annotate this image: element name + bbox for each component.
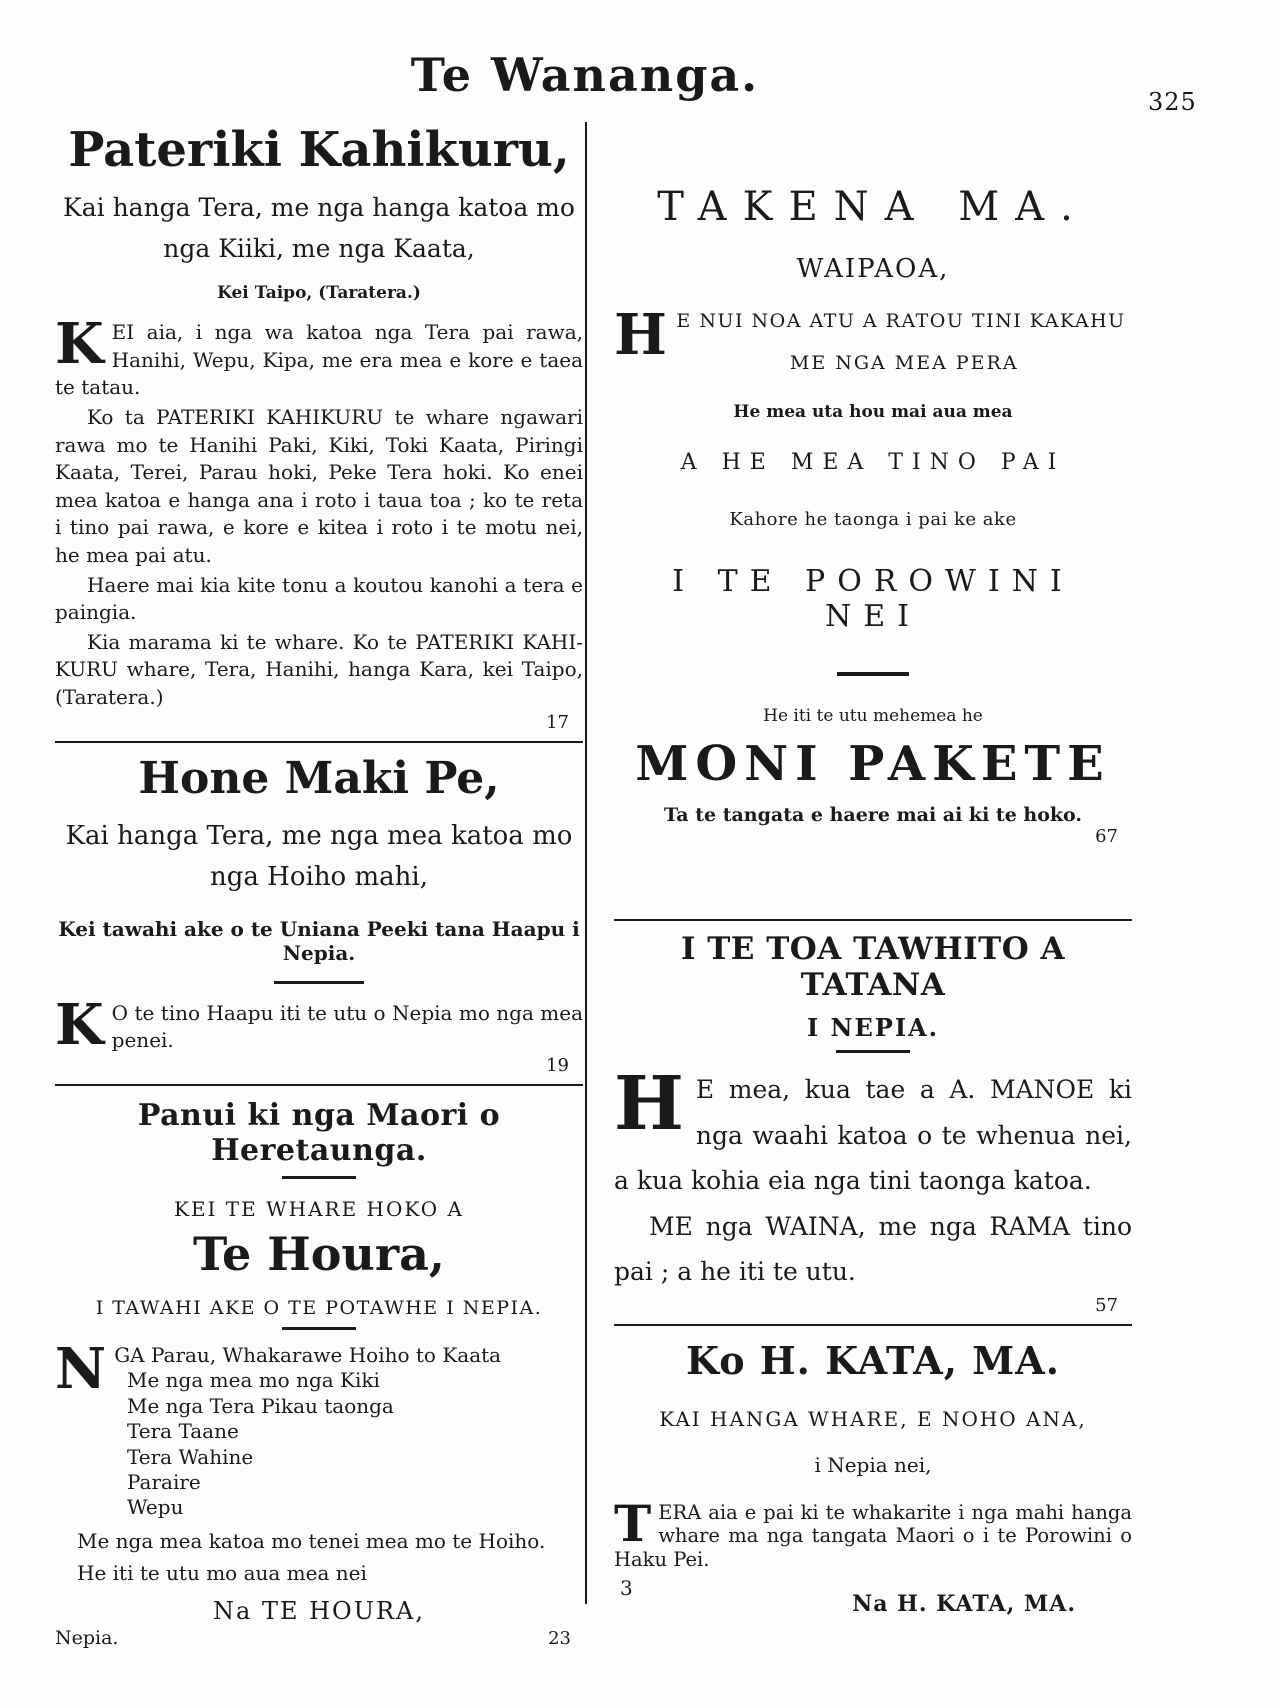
ad-line: A HE MEA TINO PAI [680,450,1066,475]
dropcap-letter: H [614,1061,684,1147]
ad-subtitle: WAIPAOA, [796,254,950,284]
ad-paragraph [614,1493,1132,1572]
ad-line: I TAWAHI AKE O TE POTAWHE I NEPIA. [95,1296,543,1319]
ad-takena-ma [614,184,1132,847]
paragraph-text: ERA aia e pai ki te whakarite i nga mahi hanga whare ma nga tangata Maori o i te Porowini o Haku Pei. [614,1500,1132,1572]
ad-signature: Na TE HOURA, [213,1596,425,1625]
right-column [614,170,1132,1617]
paragraph-text: E NUI NOA ATU A RATOU TINI KAKAHU [676,310,1126,332]
dropcap-letter: N [55,1335,107,1402]
ad-line: I TE POROWINI NEI [672,564,1074,634]
ad-title: I TE TOA TAWHITO A TATANA [680,931,1066,1003]
paragraph-text: EI aia, i nga wa katoa nga Tera pai rawa, Hanihi, Wepu, Kipa, me era mea e kore e taea te tatau. [55,320,583,400]
ornament-divider [282,1176,356,1179]
ad-line: Ta te tangata e haere mai ai ki te hoko. [663,804,1083,826]
section-divider [55,741,583,743]
ad-number: 19 [546,1054,569,1076]
dropcap-letter: H [614,302,669,368]
stock-items [127,1369,583,1518]
ad-paragraph: Kia marama ki te whare. Ko te PATERIKI KAHI-KURU whare, Tera, Hanihi, hanga Kara, kei Taipo, (Taratera.) [55,629,583,710]
list-item: Tera Taane [127,1419,239,1444]
ad-te-houra [55,1098,583,1649]
ad-paragraph [55,991,583,1058]
ad-line: i Nepia nei, [814,1452,932,1477]
ad-paragraph: Haere mai kia kite tonu a koutou kanohi a tera e paingia. [55,572,583,625]
ad-paragraph: Ko ta PATERIKI KAHIKURU te whare ngawari rawa mo te Hanihi Paki, Kiki, Toki Kaata, Piringi Kaata, Terei, Parau hoki, Peke Tera hoki. Ko enei mea katoa e hanga ana i roto i taua toa ; ko te reta i tino pai rawa, e kore e kitea i roto i te motu nei, he mea pai atu. [55,405,583,568]
page-number: 325 [1148,88,1197,116]
ad-line: He iti te utu mehemea he [763,706,983,726]
section-divider [55,1084,583,1086]
dropcap-letter: K [55,311,104,378]
ad-name: Te Houra, [193,1226,445,1281]
ad-number: 17 [546,711,569,733]
column-number: 3 [620,1576,633,1600]
ornament-divider [274,981,364,984]
ad-title: Ko H. KATA, MA. [686,1337,1060,1383]
ad-title: TAKENA MA. [657,184,1089,230]
masthead-title: Te Wananga. [410,48,760,102]
list-item: Wepu [127,1495,184,1520]
ad-paragraph: He iti te utu mo aua mea nei [77,1560,367,1585]
paragraph-text: O te tino Haapu iti te utu o Nepia mo nga mea penei. [111,1000,583,1053]
paragraph-text: E mea, kua tae a A. MANOE ki nga waahi katoa o te whenua nei, a kua kohia eia nga tini taonga katoa. [614,1075,1132,1195]
list-item: Me nga mea mo nga Kiki [127,1368,380,1393]
ad-subtitle: Kai hanga Tera, me nga hanga katoa mo nga Kiiki, me nga Kaata, [63,192,575,264]
ad-hone-maki-pe [55,753,583,1076]
ad-paragraph: ME nga WAINA, me nga RAMA tino pai ; a he iti te utu. [614,1211,1132,1286]
ad-paragraph [55,311,583,402]
list-item: Paraire [127,1469,201,1494]
list-item: Tera Wahine [127,1444,254,1469]
dropcap-letter: K [55,991,104,1058]
ad-paragraph [614,1061,1132,1204]
ad-title: Hone Maki Pe, [138,752,500,804]
ad-signature: Na H. KATA, MA. [852,1591,1076,1618]
ad-pateriki-kahikuru [55,124,583,733]
ad-tatana [614,931,1132,1316]
ad-line: KEI TE WHARE HOKO A [174,1196,464,1221]
ad-line: ME NGA MEA PERA [789,352,1019,374]
stock-list [55,1335,583,1520]
list-item: Me nga Tera Pikau taonga [127,1393,394,1418]
section-divider [614,919,1132,921]
ad-subtitle: I NEPIA. [806,1013,940,1042]
ad-kata [614,1338,1132,1618]
ad-line: Kahore he taonga i pai ke ake [729,509,1017,530]
ad-title: Panui ki nga Maori o Heretaunga. [137,1097,501,1168]
ad-line: KAI HANGA WHARE, E NOHO ANA, [659,1406,1087,1431]
ad-paragraph [614,302,1132,374]
column-divider-rule [585,122,587,1604]
ad-number: 67 [1095,826,1118,847]
ad-paragraph: Me nga mea katoa mo tenei mea mo te Hoiho. [77,1528,546,1553]
ad-location: Kei Taipo, (Taratera.) [217,283,421,304]
ad-number: 23 [548,1627,571,1649]
ornament-divider [282,1327,356,1330]
ad-title: Pateriki Kahikuru, [68,122,570,178]
list-item: GA Parau, Whakarawe Hoiho to Kaata [114,1342,502,1367]
ad-line: He mea uta hou mai aua mea [733,402,1013,422]
ad-footer-row [55,1627,583,1649]
ad-location: Kei tawahi ake o te Uniana Peeki tana Haapu i Nepia. [58,916,580,965]
ad-number: 57 [1095,1294,1118,1316]
ornament-divider [837,672,909,676]
section-divider [614,1324,1132,1326]
left-column [55,124,583,1649]
ad-subtitle: Kai hanga Tera, me nga mea katoa mo nga Hoiho mahi, [65,820,573,893]
ad-headline: MONI PAKETE [635,736,1111,792]
signature-place: Nepia. [55,1626,119,1649]
dropcap-letter: T [614,1493,652,1553]
ornament-divider [836,1050,910,1053]
